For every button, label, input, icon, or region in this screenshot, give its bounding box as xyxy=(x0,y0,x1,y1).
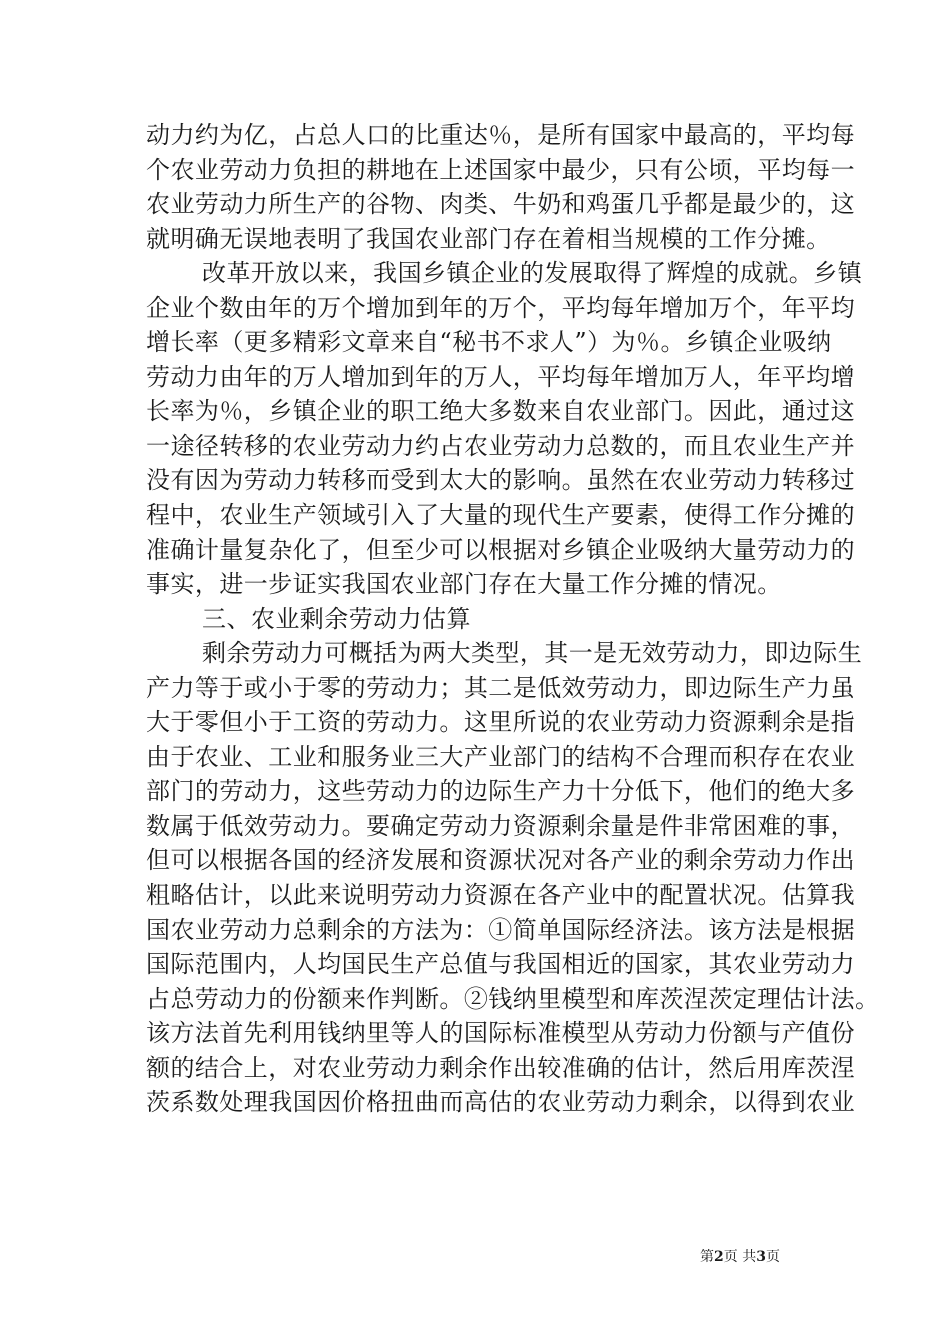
text-line: 企业个数由年的万个增加到年的万个，平均每年增加万个，年平均 xyxy=(146,293,856,322)
text-line: 动力约为亿，占总人口的比重达％，是所有国家中最高的，平均每 xyxy=(146,121,856,149)
page-footer xyxy=(700,1247,820,1267)
text-line: 劳动力由年的万人增加到年的万人，平均每年增加万人，年平均增 xyxy=(146,362,856,391)
text-line: 粗略估计，以此来说明劳动力资源在各产业中的配置状况。估算我 xyxy=(146,881,856,910)
text-line: 一途径转移的农业劳动力约占农业劳动力总数的，而且农业生产并 xyxy=(146,431,856,460)
current-page-number: 2 xyxy=(714,1249,724,1265)
text-line: 国农业劳动力总剩余的方法为：①简单国际经济法。该方法是根据 xyxy=(146,915,856,944)
text-line: 长率为％，乡镇企业的职工绝大多数来自农业部门。因此，通过这 xyxy=(146,397,856,426)
text-line: 没有因为劳动力转移而受到太大的影响。虽然在农业劳动力转移过 xyxy=(146,466,856,495)
text-line: 改革开放以来，我国乡镇企业的发展取得了辉煌的成就。乡镇 xyxy=(202,259,863,288)
text-line: 产力等于或小于零的劳动力；其二是低效劳动力，即边际生产力虽 xyxy=(146,673,856,702)
text-line: 个农业劳动力负担的耕地在上述国家中最少，只有公顷，平均每一 xyxy=(146,155,856,184)
text-line: 由于农业、工业和服务业三大产业部门的结构不合理而积存在农业 xyxy=(146,742,856,771)
text-line: 三、农业剩余劳动力估算 xyxy=(202,604,471,633)
total-pages-number: 3 xyxy=(756,1249,766,1265)
footer-suffix: 页 xyxy=(765,1249,780,1265)
text-line: 大于零但小于工资的劳动力。这里所说的农业劳动力资源剩余是指 xyxy=(146,708,856,737)
text-line: 但可以根据各国的经济发展和资源状况对各产业的剩余劳动力作出 xyxy=(146,846,856,875)
text-line: 额的结合上，对农业劳动力剩余作出较准确的估计，然后用库茨涅 xyxy=(146,1053,856,1082)
text-line: 数属于低效劳动力。要确定劳动力资源剩余量是件非常困难的事， xyxy=(146,811,856,840)
text-line: 事实，进一步证实我国农业部门存在大量工作分摊的情况。 xyxy=(146,570,782,599)
text-line: 茨系数处理我国因价格扭曲而高估的农业劳动力剩余，以得到农业 xyxy=(146,1088,856,1117)
text-line: 剩余劳动力可概括为两大类型，其一是无效劳动力，即边际生 xyxy=(202,639,863,668)
text-line: 程中，农业生产领域引入了大量的现代生产要素，使得工作分摊的 xyxy=(146,501,856,530)
text-line: 准确计量复杂化了，但至少可以根据对乡镇企业吸纳大量劳动力的 xyxy=(146,535,856,564)
text-line: 部门的劳动力，这些劳动力的边际生产力十分低下，他们的绝大多 xyxy=(146,777,856,806)
text-line: 占总劳动力的份额来作判断。②钱纳里模型和库茨涅茨定理估计法。 xyxy=(146,984,880,1013)
body-text xyxy=(146,118,880,1120)
footer-prefix: 第 xyxy=(700,1249,714,1265)
text-line: 该方法首先利用钱纳里等人的国际标准模型从劳动力份额与产值份 xyxy=(146,1019,856,1048)
text-line: 增长率（更多精彩文章来自“秘书不求人”）为％。乡镇企业吸纳 xyxy=(146,328,832,357)
text-line: 就明确无误地表明了我国农业部门存在着相当规模的工作分摊。 xyxy=(146,224,831,253)
text-line: 国际范围内，人均国民生产总值与我国相近的国家，其农业劳动力 xyxy=(146,950,856,979)
footer-middle: 页 共 xyxy=(723,1249,757,1265)
text-line: 农业劳动力所生产的谷物、肉类、牛奶和鸡蛋几乎都是最少的，这 xyxy=(146,190,856,219)
